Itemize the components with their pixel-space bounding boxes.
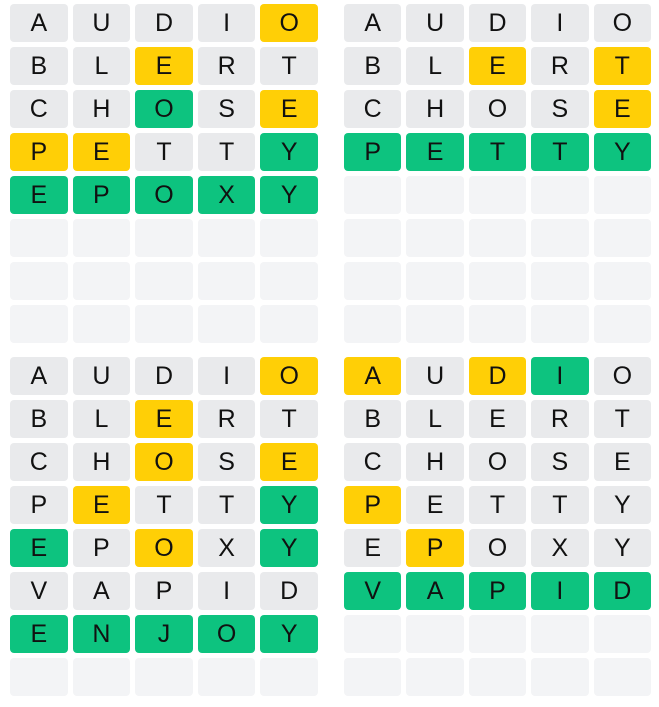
letter-tile: E [73, 133, 131, 171]
letter-tile: E [469, 47, 526, 85]
guess-row [344, 47, 651, 85]
letter-tile: U [406, 357, 463, 395]
letter-tile [406, 176, 463, 214]
board-bottom-right [330, 353, 659, 707]
guess-row [344, 219, 651, 257]
letter-tile [469, 176, 526, 214]
letter-tile: I [531, 572, 588, 610]
letter-tile [260, 262, 318, 300]
letter-tile [594, 176, 651, 214]
guess-row [344, 658, 651, 696]
letter-tile: I [198, 572, 256, 610]
letter-tile: U [73, 357, 131, 395]
letter-tile: P [73, 176, 131, 214]
letter-tile: T [135, 133, 193, 171]
letter-tile: C [344, 90, 401, 128]
letter-tile: L [406, 400, 463, 438]
letter-tile [344, 305, 401, 343]
guess-row [344, 529, 651, 567]
letter-tile [469, 658, 526, 696]
letter-tile [531, 219, 588, 257]
guess-row [344, 262, 651, 300]
letter-tile [594, 262, 651, 300]
guess-row [344, 572, 651, 610]
guess-row [344, 176, 651, 214]
guess-row [10, 443, 318, 481]
guess-row [10, 219, 318, 257]
letter-tile [531, 615, 588, 653]
letter-tile [10, 262, 68, 300]
letter-tile: P [469, 572, 526, 610]
letter-tile [594, 305, 651, 343]
letter-tile [135, 305, 193, 343]
board-bottom-left [0, 353, 330, 707]
letter-tile [10, 305, 68, 343]
guess-row [344, 133, 651, 171]
letter-tile [406, 305, 463, 343]
letter-tile: V [10, 572, 68, 610]
letter-tile [531, 305, 588, 343]
letter-tile [344, 615, 401, 653]
letter-tile: U [73, 4, 131, 42]
board-top-right [330, 0, 659, 353]
letter-tile [469, 262, 526, 300]
guess-row [10, 400, 318, 438]
guess-row [10, 529, 318, 567]
letter-tile: S [531, 90, 588, 128]
guess-row [344, 615, 651, 653]
letter-tile: P [344, 133, 401, 171]
letter-tile: R [531, 400, 588, 438]
guess-row [344, 400, 651, 438]
letter-tile: I [531, 4, 588, 42]
letter-tile: O [135, 529, 193, 567]
letter-tile: H [73, 443, 131, 481]
guess-row [10, 133, 318, 171]
letter-tile: E [260, 443, 318, 481]
letter-tile [469, 615, 526, 653]
letter-tile: P [10, 486, 68, 524]
guess-row [344, 4, 651, 42]
letter-tile: L [73, 400, 131, 438]
letter-tile [469, 219, 526, 257]
letter-tile: E [10, 615, 68, 653]
letter-tile: P [344, 486, 401, 524]
letter-tile: D [260, 572, 318, 610]
letter-tile: E [594, 443, 651, 481]
letter-tile [260, 219, 318, 257]
letter-tile: O [198, 615, 256, 653]
guess-row [344, 443, 651, 481]
letter-tile: U [406, 4, 463, 42]
letter-tile [344, 219, 401, 257]
letter-tile: R [531, 47, 588, 85]
letter-tile: D [594, 572, 651, 610]
letter-tile [469, 305, 526, 343]
letter-tile: T [260, 400, 318, 438]
letter-tile: O [135, 90, 193, 128]
letter-tile: O [594, 357, 651, 395]
letter-tile: H [406, 443, 463, 481]
letter-tile: O [260, 4, 318, 42]
guess-row [10, 572, 318, 610]
letter-tile: E [260, 90, 318, 128]
letter-tile [594, 615, 651, 653]
letter-tile [260, 658, 318, 696]
letter-tile [344, 658, 401, 696]
letter-tile: C [10, 443, 68, 481]
letter-tile: R [198, 400, 256, 438]
letter-tile: S [198, 90, 256, 128]
letter-tile: A [10, 357, 68, 395]
letter-tile [73, 305, 131, 343]
letter-tile: A [73, 572, 131, 610]
letter-tile [594, 658, 651, 696]
guess-row [344, 305, 651, 343]
letter-tile [406, 219, 463, 257]
letter-tile [73, 262, 131, 300]
letter-tile: N [73, 615, 131, 653]
letter-tile: D [135, 357, 193, 395]
letter-tile [198, 305, 256, 343]
letter-tile: T [135, 486, 193, 524]
letter-tile: T [469, 486, 526, 524]
letter-tile: B [10, 400, 68, 438]
letter-tile: B [344, 400, 401, 438]
letter-tile [10, 219, 68, 257]
letter-tile [406, 262, 463, 300]
letter-tile [344, 176, 401, 214]
letter-tile: Y [594, 133, 651, 171]
letter-tile: E [469, 400, 526, 438]
letter-tile: I [531, 357, 588, 395]
letter-tile [531, 176, 588, 214]
letter-tile: E [135, 47, 193, 85]
letter-tile: E [10, 529, 68, 567]
guess-row [10, 90, 318, 128]
letter-tile: Y [260, 529, 318, 567]
letter-tile [594, 219, 651, 257]
letter-tile: J [135, 615, 193, 653]
letter-tile [198, 658, 256, 696]
letter-tile: C [344, 443, 401, 481]
letter-tile: E [10, 176, 68, 214]
guess-row [10, 47, 318, 85]
guess-row [10, 615, 318, 653]
guess-row [10, 658, 318, 696]
letter-tile: A [406, 572, 463, 610]
letter-tile [260, 305, 318, 343]
guess-row [10, 4, 318, 42]
letter-tile: E [73, 486, 131, 524]
guess-row [10, 486, 318, 524]
letter-tile: I [198, 4, 256, 42]
letter-tile: O [260, 357, 318, 395]
letter-tile: O [469, 529, 526, 567]
letter-tile: T [260, 47, 318, 85]
letter-tile: B [10, 47, 68, 85]
letter-tile [135, 262, 193, 300]
letter-tile: O [135, 176, 193, 214]
letter-tile: Y [260, 486, 318, 524]
letter-tile: L [73, 47, 131, 85]
letter-tile: O [135, 443, 193, 481]
letter-tile: Y [260, 133, 318, 171]
letter-tile [135, 219, 193, 257]
letter-tile: A [344, 357, 401, 395]
letter-tile: T [531, 133, 588, 171]
letter-tile: T [594, 400, 651, 438]
guess-row [10, 357, 318, 395]
letter-tile [135, 658, 193, 696]
letter-tile: Y [260, 615, 318, 653]
guess-row [10, 305, 318, 343]
letter-tile: T [198, 486, 256, 524]
letter-tile: E [406, 133, 463, 171]
letter-tile: E [344, 529, 401, 567]
letter-tile [531, 658, 588, 696]
guess-row [344, 486, 651, 524]
letter-tile: T [469, 133, 526, 171]
letter-tile: H [73, 90, 131, 128]
letter-tile: D [469, 357, 526, 395]
letter-tile: D [469, 4, 526, 42]
letter-tile [406, 615, 463, 653]
letter-tile: P [135, 572, 193, 610]
letter-tile [10, 658, 68, 696]
letter-tile [406, 658, 463, 696]
letter-tile: L [406, 47, 463, 85]
letter-tile: X [198, 529, 256, 567]
letter-tile [198, 219, 256, 257]
guess-row [10, 262, 318, 300]
letter-tile [73, 658, 131, 696]
letter-tile: Y [594, 529, 651, 567]
guess-row [344, 357, 651, 395]
letter-tile: T [198, 133, 256, 171]
letter-tile: Y [260, 176, 318, 214]
letter-tile: P [73, 529, 131, 567]
board-top-left [0, 0, 330, 353]
letter-tile: X [198, 176, 256, 214]
letter-tile [198, 262, 256, 300]
guess-row [344, 90, 651, 128]
letter-tile [344, 262, 401, 300]
letter-tile: B [344, 47, 401, 85]
letter-tile: S [198, 443, 256, 481]
letter-tile: O [469, 443, 526, 481]
letter-tile: A [344, 4, 401, 42]
letter-tile: T [594, 47, 651, 85]
letter-tile: P [10, 133, 68, 171]
letter-tile: D [135, 4, 193, 42]
letter-tile: H [406, 90, 463, 128]
letter-tile: C [10, 90, 68, 128]
letter-tile: A [10, 4, 68, 42]
letter-tile: Y [594, 486, 651, 524]
letter-tile [531, 262, 588, 300]
letter-tile: T [531, 486, 588, 524]
letter-tile: O [594, 4, 651, 42]
letter-tile: R [198, 47, 256, 85]
letter-tile [73, 219, 131, 257]
letter-tile: S [531, 443, 588, 481]
letter-tile: O [469, 90, 526, 128]
letter-tile: V [344, 572, 401, 610]
guess-row [10, 176, 318, 214]
letter-tile: X [531, 529, 588, 567]
letter-tile: I [198, 357, 256, 395]
letter-tile: P [406, 529, 463, 567]
letter-tile: E [406, 486, 463, 524]
letter-tile: E [594, 90, 651, 128]
letter-tile: E [135, 400, 193, 438]
